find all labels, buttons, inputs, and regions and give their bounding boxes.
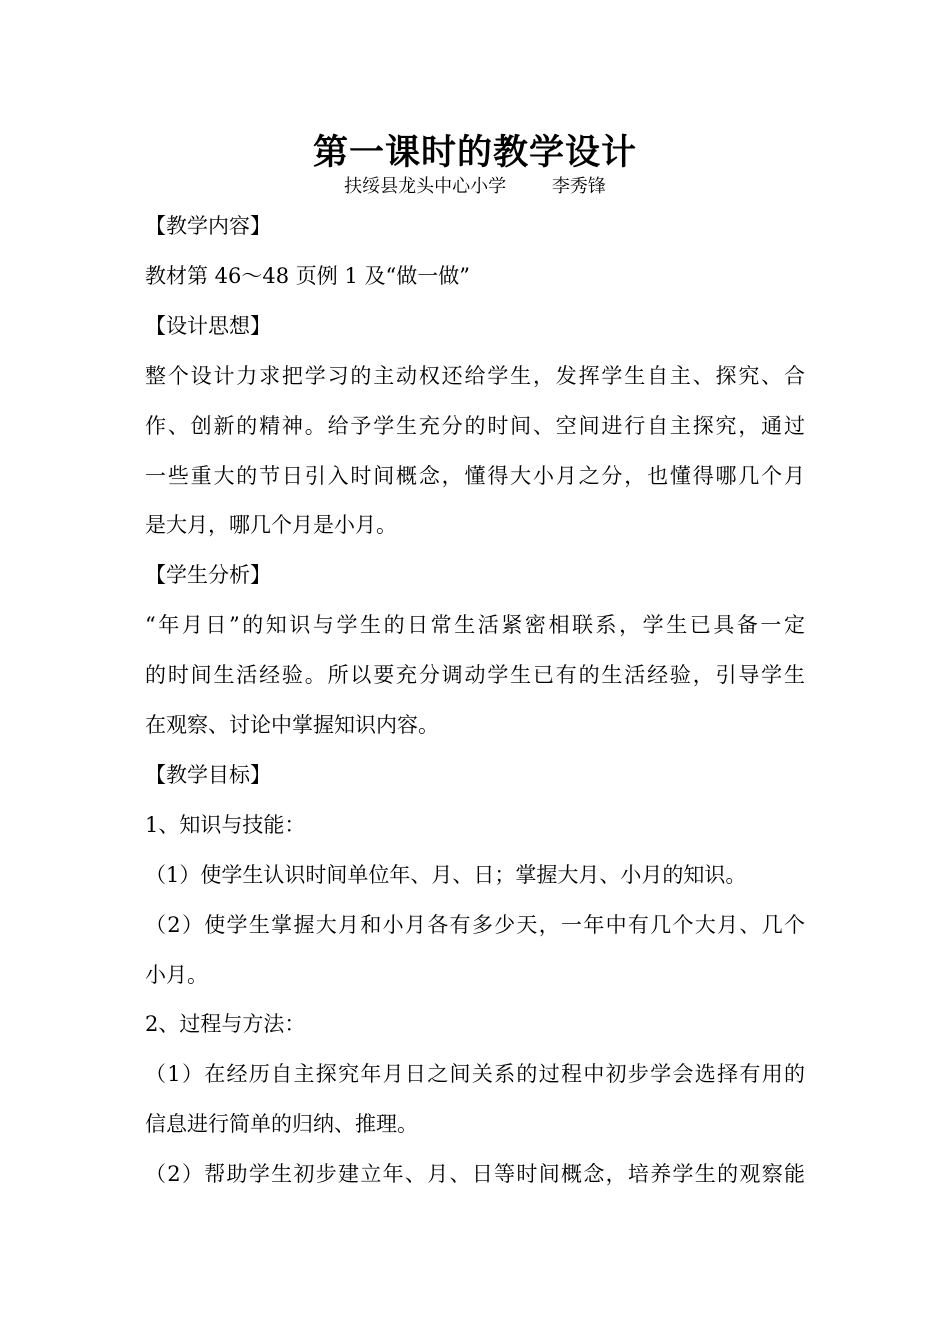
body-line: （2）使学生掌握大月和小月各有多少天，一年中有几个大月、几个 <box>145 912 805 937</box>
body-line: 整个设计力求把学习的主动权还给学生，发挥学生自主、探究、合 <box>145 363 805 388</box>
body-line: 1、知识与技能： <box>145 812 306 837</box>
body-line: 一些重大的节日引入时间概念，懂得大小月之分，也懂得哪几个月 <box>145 463 805 488</box>
body-line: （1）在经历自主探究年月日之间关系的过程中初步学会选择有用的 <box>145 1062 805 1087</box>
body-line: 【设计思想】 <box>145 313 271 338</box>
body-line: （1）使学生认识时间单位年、月、日；掌握大月、小月的知识。 <box>145 862 747 887</box>
body-line: 是大月，哪几个月是小月。 <box>145 513 397 538</box>
body-line: 教材第 46～48 页例 1 及“做一做” <box>145 263 470 288</box>
body-line: 信息进行简单的归纳、推理。 <box>145 1112 418 1137</box>
body-line: 【学生分析】 <box>145 563 271 588</box>
author-line: 扶绥县龙头中心小学 李秀锋 <box>344 176 606 197</box>
body-line: 的时间生活经验。所以要充分调动学生已有的生活经验，引导学生 <box>145 663 805 688</box>
body-line: （2）帮助学生初步建立年、月、日等时间概念，培养学生的观察能 <box>145 1162 805 1187</box>
body-line: 小月。 <box>145 962 208 987</box>
body-line: 作、创新的精神。给予学生充分的时间、空间进行自主探究，通过 <box>145 413 805 438</box>
body-line: “年月日”的知识与学生的日常生活紧密相联系，学生已具备一定 <box>145 613 805 638</box>
body-line: 2、过程与方法： <box>145 1012 306 1037</box>
body-line: 【教学目标】 <box>145 762 271 787</box>
body-line: 【教学内容】 <box>145 214 271 238</box>
document-title: 第一课时的教学设计 <box>312 132 637 173</box>
body-line: 在观察、讨论中掌握知识内容。 <box>145 713 439 737</box>
